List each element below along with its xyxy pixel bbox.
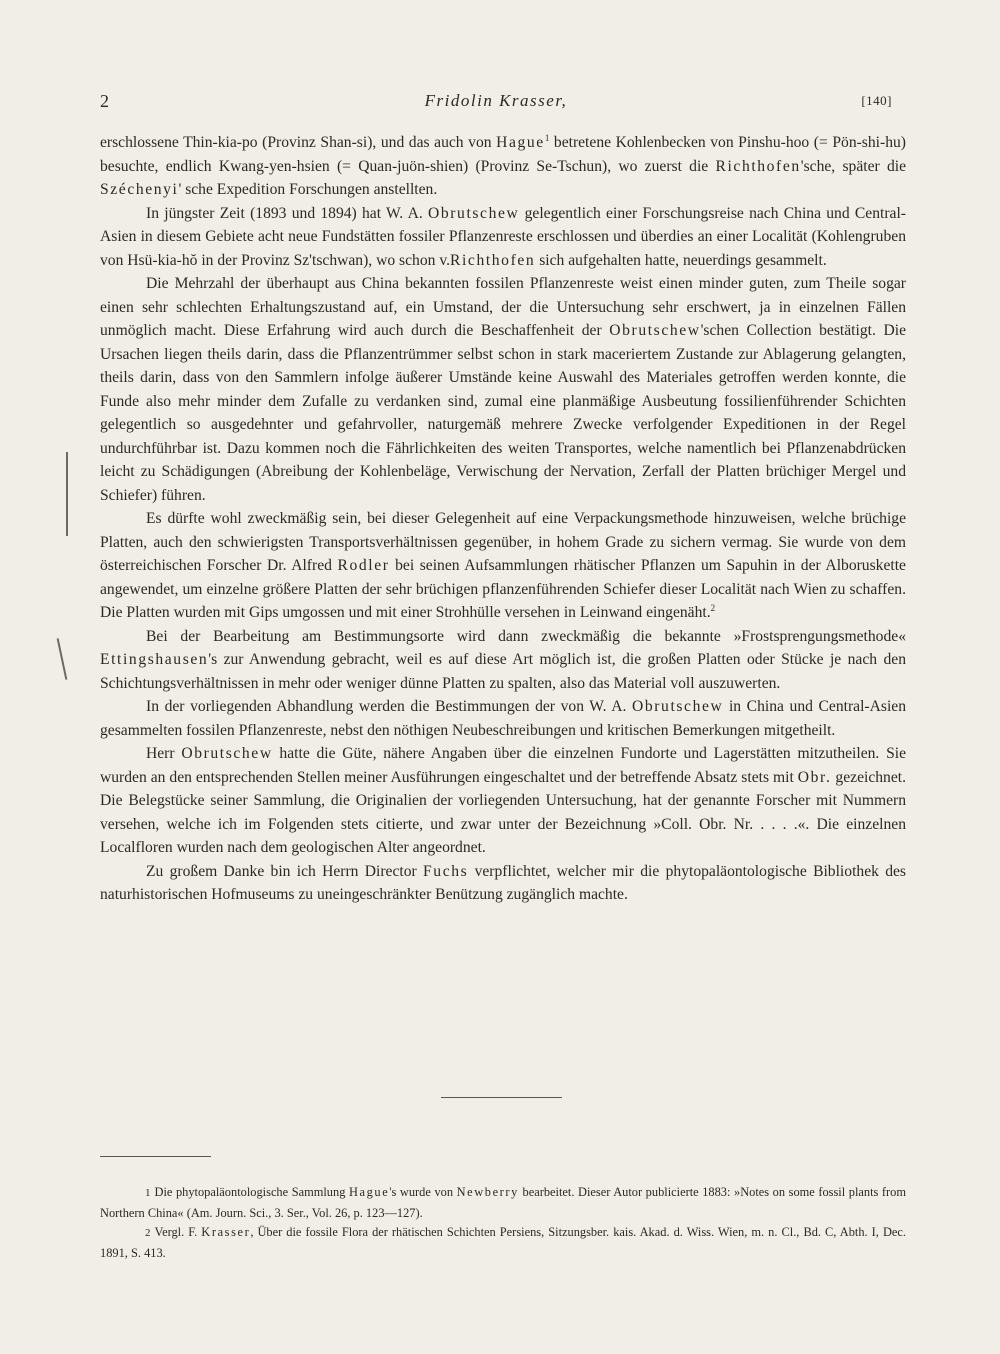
spaced-name: Krasser	[201, 1225, 251, 1239]
spaced-name: Obr.	[797, 768, 832, 786]
text-run: Zu großem Danke bin ich Herrn Director	[146, 862, 424, 880]
section-end-rule	[441, 1097, 562, 1098]
footnote-mark: 1	[145, 1187, 151, 1199]
footnote-separator	[100, 1156, 211, 1157]
paragraph	[100, 742, 906, 860]
text-run: bei seinen Aufsammlungen rhätischer Pflanzen um Sapuhin in der Alboruskette angewendet, um einzelne größere Platten der sehr brüchigen pflanzenführenden Schiefer dieser Localität nach Wien zu schaffen. Die Platten wurden mit Gips umgossen und mit einer Strohhülle versehen in Leinwand eingenäht.	[100, 557, 906, 621]
text-run: bearbeitet. Dieser Autor publicierte 1883: »Notes on some fossil plants from Northern China« (Am. Journ. Sci., 3. Ser., Vol. 26, p. 123—127).	[100, 1185, 906, 1220]
text-run: 's wurde von	[389, 1185, 457, 1199]
paragraph	[100, 860, 906, 907]
running-header	[100, 91, 892, 115]
spaced-name: Obrutschew	[632, 698, 724, 715]
spaced-name: Ettingshausen	[100, 651, 209, 668]
text-run: Die phytopaläontologische Sammlung	[154, 1185, 349, 1199]
text-run: Es dürfte wohl zweckmäßig sein, bei dieser Gelegenheit auf eine Verpackungsmethode hinzuweisen, welche brüchige Platten, auch den schwierigsten Transportsverhältnissen gegenüber, in hohem Grade zu sichern vermag. Sie wurde von dem österreichischen Forscher Dr. Alfred	[100, 510, 906, 574]
original-page-number: [140]	[861, 93, 892, 108]
text-run: Bei der Bearbeitung am Bestimmungsorte wird dann zweckmäßig die bekannte »Frostsprengungsmethode«	[146, 627, 906, 645]
text-run: hatte die Güte, nähere Angaben über die einzelnen Fundorte und Lagerstätten mitzutheilen. Sie wurden an den entsprechenden Stellen meiner Ausführungen eingeschaltet und der betreffende Absatz stets mit	[100, 745, 906, 786]
text-run: 'sche, später die	[800, 157, 906, 175]
paragraph	[100, 272, 906, 507]
footnotes	[100, 1183, 906, 1263]
text-run: sich aufgehalten hatte, neuerdings gesammelt.	[535, 251, 827, 269]
paragraph	[100, 625, 906, 696]
spaced-name: Obrutschew	[428, 204, 520, 222]
footnote	[100, 1223, 906, 1263]
text-run: In jüngster Zeit (1893 und 1894) hat W. A.	[146, 204, 428, 222]
paragraph	[100, 507, 906, 625]
text-run: erschlossene Thin-kia-po (Provinz Shan-si), und das auch von	[100, 134, 497, 151]
spaced-name: Rodler	[337, 557, 390, 574]
text-run: 's zur Anwendung gebracht, weil es auf diese Art möglich ist, die großen Platten oder Stücke je nach den Schichtungsverhältnissen in mehr oder weniger dünne Platten zu spalten, also das Material voll auszuwerten.	[100, 651, 906, 692]
text-run: betretene Kohlenbecken von Pinshu-hoo (= Pön-shi-hu) besuchte, endlich Kwang-yen-hsien (= Quan-juön-shien) (Provinz Se-Tschun), wo zuerst die	[100, 134, 906, 175]
spaced-name: Obrutschew	[609, 322, 701, 339]
margin-pencil-mark	[57, 638, 68, 679]
text-run: , Über die fossile Flora der rhätischen Schichten Persiens, Sitzungsber. kais. Akad. d. Wiss. Wien, m. n. Cl., Bd. C, Abth. I, Dec. 1891, S. 413.	[100, 1225, 906, 1260]
spaced-name: Hague	[496, 134, 545, 151]
text-run: Vergl. F.	[154, 1225, 202, 1239]
footnote-mark: 2	[145, 1227, 151, 1239]
paragraph	[100, 202, 906, 273]
spaced-name: Obrutschew	[181, 745, 273, 762]
footnote	[100, 1183, 906, 1223]
text-run: ' sche Expedition Forschungen anstellten.	[178, 181, 438, 198]
spaced-name: Richthofen	[450, 251, 536, 269]
footnote-reference: 1	[544, 133, 550, 143]
running-title: Fridolin Krasser,	[424, 91, 568, 110]
paragraph	[100, 695, 906, 742]
spaced-name: Newberry	[456, 1185, 519, 1199]
text-run: gezeichnet. Die Belegstücke seiner Sammlung, die Originalien der vorliegenden Untersuchung, hat der genannte Forscher mit Nummern versehen, welche ich im Folgenden stets citierte, und zwar unter der Bezeichnung »Coll. Obr. Nr. . . . .«. Die einzelnen Localfloren wurden nach dem geologischen Alter angeordnet.	[100, 768, 906, 856]
page-number: 2	[100, 91, 109, 111]
paragraph	[100, 131, 906, 202]
spaced-name: Hague	[348, 1185, 390, 1199]
spaced-name: Richthofen	[715, 157, 801, 175]
text-run: In der vorliegenden Abhandlung werden die Bestimmungen der von W. A.	[146, 698, 632, 715]
spaced-name: Széchenyi	[100, 181, 179, 198]
text-run: verpflichtet, welcher mir die phytopaläontologische Bibliothek des naturhistorischen Hofmuseums zu uneingeschränkter Benützung zugänglich machte.	[100, 862, 906, 903]
text-run: Die Mehrzahl der überhaupt aus China bekannten fossilen Pflanzenreste weist einen minder guten, zum Theile sogar einen sehr schlechten Erhaltungszustand auf, ein Umstand, der die Untersuchung sehr erschwert, ja in einzelnen Fällen unmöglich macht. Diese Erfahrung wird auch durch die Beschaffenheit der	[100, 275, 906, 339]
margin-pencil-mark	[66, 452, 68, 536]
body-text	[100, 131, 906, 907]
text-run: gelegentlich einer Forschungsreise nach China und Central-Asien in diesem Gebiete acht neue Fundstätten fossiler Pflanzenreste erschlossen und überdies an einer Localität (Kohlengruben von Hsü-kia-hŏ in der Provinz Sz'tschwan), wo schon v.	[100, 204, 906, 269]
text-run: 'schen Collection bestätigt. Die Ursachen liegen theils darin, dass die Pflanzentrümmer selbst schon in stark maceriertem Zustande zur Ablagerung gelangten, theils darin, dass von den Sammlern infolge äußerer Umstände keine Auswahl des Materiales getroffen werden konnte, die Funde also mehr minder dem Zufalle zu verdanken sind, zumal eine planmäßige Ausbeutung fossilienführender Schichten gelegentlich so ausgedehnter und gefahrvoller, naturgemäß mehrere Zwecke verfolgender Expeditionen in der Regel undurchführbar ist. Dazu kommen noch die Fährlichkeiten des weiten Transportes, welche namentlich bei Pflanzenabdrücken leicht zu Schädigungen (Abreibung der Kohlenbeläge, Verwischung der Nervation, Zerfall der Platten brüchiger Mergel und Schiefer) führen.	[100, 322, 906, 504]
text-run: Herr	[146, 745, 182, 762]
footnote-reference: 2	[710, 603, 716, 613]
text-run: in China und Central-Asien gesammelten fossilen Pflanzenreste, nebst den nöthigen Neubeschreibungen und kritischen Bemerkungen mitgetheilt.	[100, 698, 906, 739]
spaced-name: Fuchs	[423, 862, 469, 880]
